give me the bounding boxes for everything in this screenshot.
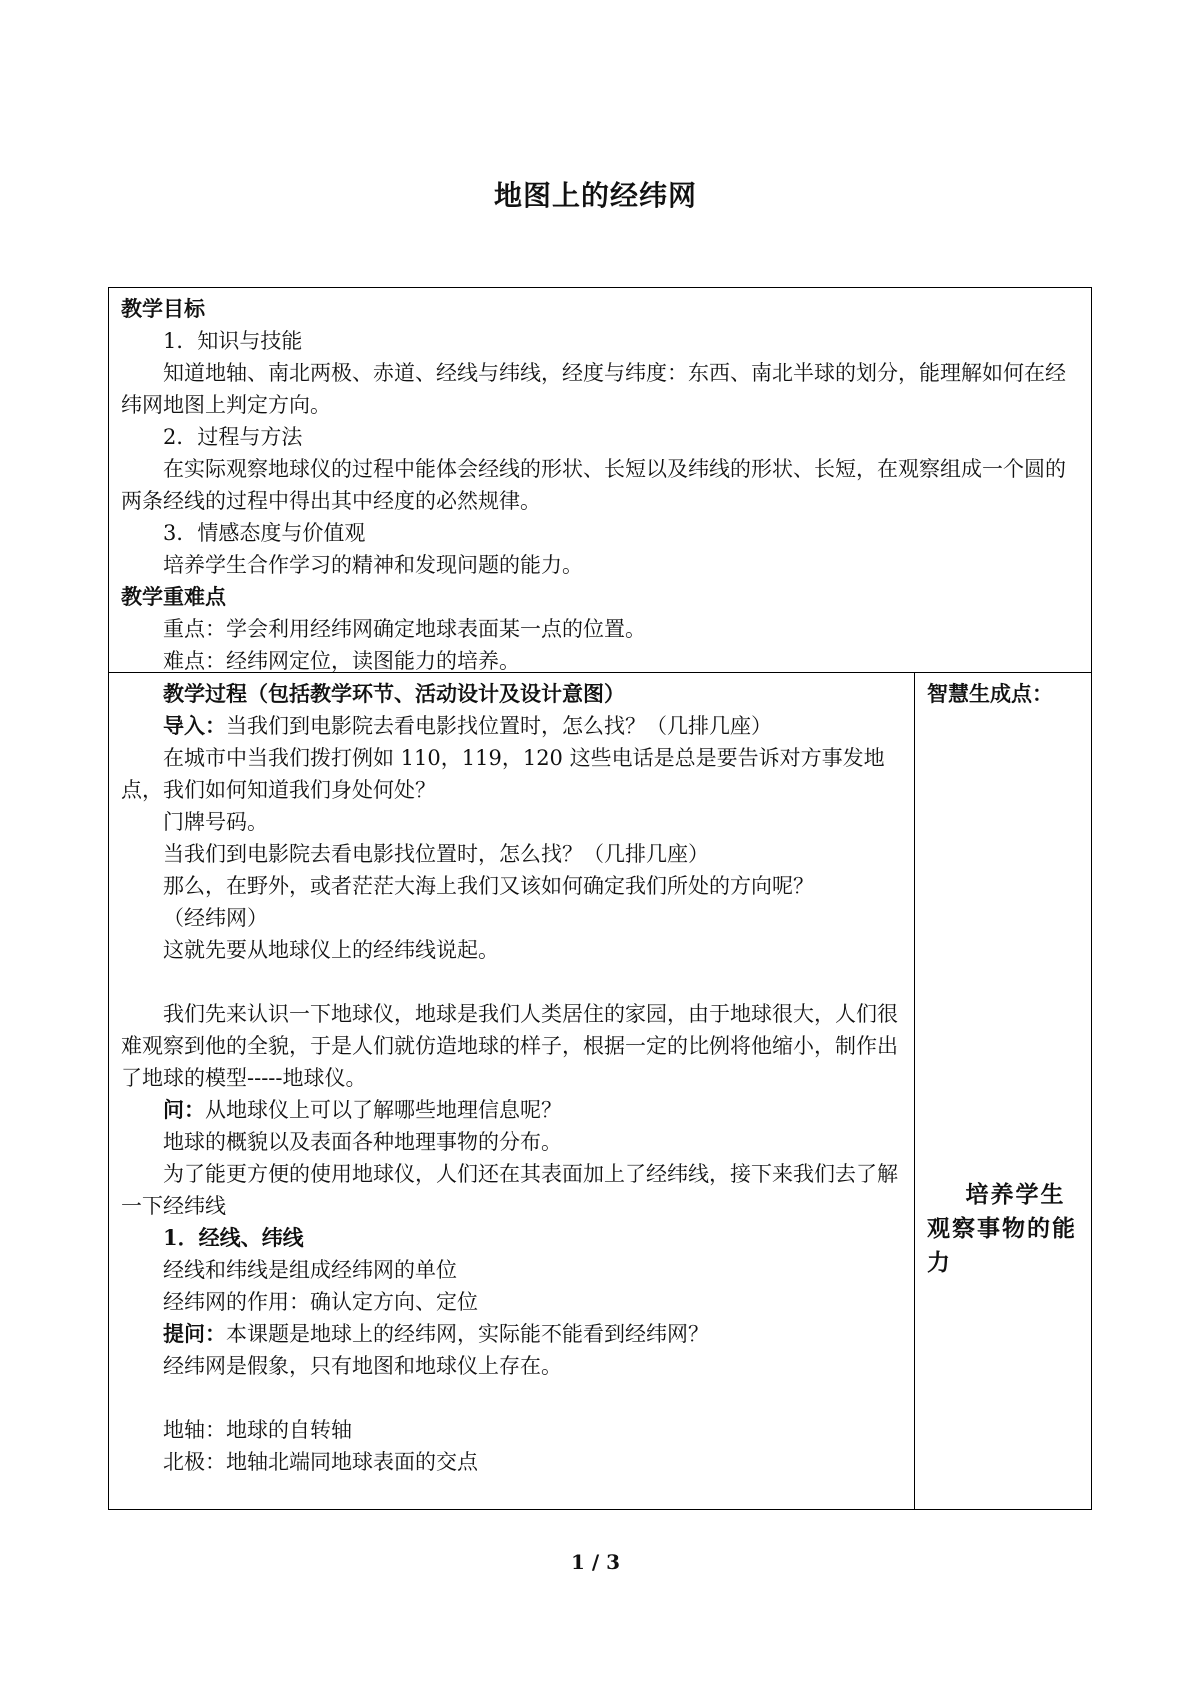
objective-label: 1．知识与技能 [163,329,303,353]
paragraph: 为了能更方便的使用地球仪，人们还在其表面加上了经纬线，接下来我们去了解一下经纬线 [121,1162,898,1218]
keypoint-difficult: 难点：经纬网定位，读图能力的培养。 [163,649,520,673]
paragraph: 当我们到电影院去看电影找位置时，怎么找？（几排几座） [163,842,709,866]
objective-label: 3．情感态度与价值观 [163,521,366,545]
objective-text: 在实际观察地球仪的过程中能体会经线的形状、长短以及纬线的形状、长短，在观察组成一个圆的两条经线的过程中得出其中经度的必然规律。 [121,457,1066,513]
process-heading: 教学过程（包括教学环节、活动设计及设计意图） [163,681,625,706]
keypoint-key: 重点：学会利用经纬网确定地球表面某一点的位置。 [163,617,646,641]
paragraph: 这就先要从地球仪上的经纬线说起。 [163,938,499,962]
keypoints-heading: 教学重难点 [121,584,226,609]
paragraph: 地球的概貌以及表面各种地理事物的分布。 [163,1130,562,1154]
question-text: 从地球仪上可以了解哪些地理信息呢？ [205,1098,562,1122]
paragraph: 经纬网是假象，只有地图和地球仪上存在。 [163,1354,562,1378]
intro-text: 当我们到电影院去看电影找位置时，怎么找？（几排几座） [226,714,772,738]
objective-text: 知道地轴、南北两极、赤道、经线与纬线，经度与纬度：东西、南北半球的划分，能理解如何在经纬网地图上判定方向。 [121,361,1066,417]
paragraph: （经纬网） [163,906,268,930]
side-heading: 智慧生成点： [927,681,1053,706]
objectives-section [108,287,1092,673]
intro-paragraph [121,710,902,742]
paragraph: 经线和纬线是组成经纬网的单位 [163,1258,457,1282]
paragraph: 经纬网的作用：确认定方向、定位 [163,1290,478,1314]
side-notes-column [914,672,1092,1510]
paragraph: 地轴：地球的自转轴 [163,1418,352,1442]
objective-label: 2．过程与方法 [163,425,303,449]
paragraph: 我们先来认识一下地球仪，地球是我们人类居住的家园，由于地球很大，人们很难观察到他的全貌，于是人们就仿造地球的样子，根据一定的比例将他缩小，制作出了地球的模型-----地球仪。 [121,1002,898,1090]
ask-text: 本课题是地球上的经纬网，实际能不能看到经纬网？ [226,1322,709,1346]
intro-label: 导入： [163,713,226,738]
blank-line [121,1382,902,1414]
paragraph: 那么，在野外，或者茫茫大海上我们又该如何确定我们所处的方向呢？ [163,874,814,898]
side-note [927,1178,1083,1280]
objective-text: 培养学生合作学习的精神和发现问题的能力。 [163,553,583,577]
section-heading: 1．经线、纬线 [163,1225,304,1250]
question-label: 问： [163,1097,205,1122]
paragraph: 在城市中当我们拨打例如 110，119，120 这些电话是总是要告诉对方事发地点，我们如何知道我们身处何处？ [121,746,885,802]
ask-label: 提问： [163,1321,226,1346]
process-section [108,672,915,1510]
question-paragraph [121,1094,902,1126]
objectives-heading: 教学目标 [121,296,205,321]
ask-paragraph [121,1318,902,1350]
page-number: 1 / 3 [570,1550,621,1574]
page-title: 地图上的经纬网 [493,179,697,212]
blank-line [121,966,902,998]
paragraph: 北极：地轴北端同地球表面的交点 [163,1450,478,1474]
side-note-text: 培养学生观察事物的能力 [927,1181,1077,1276]
paragraph: 门牌号码。 [163,810,268,834]
